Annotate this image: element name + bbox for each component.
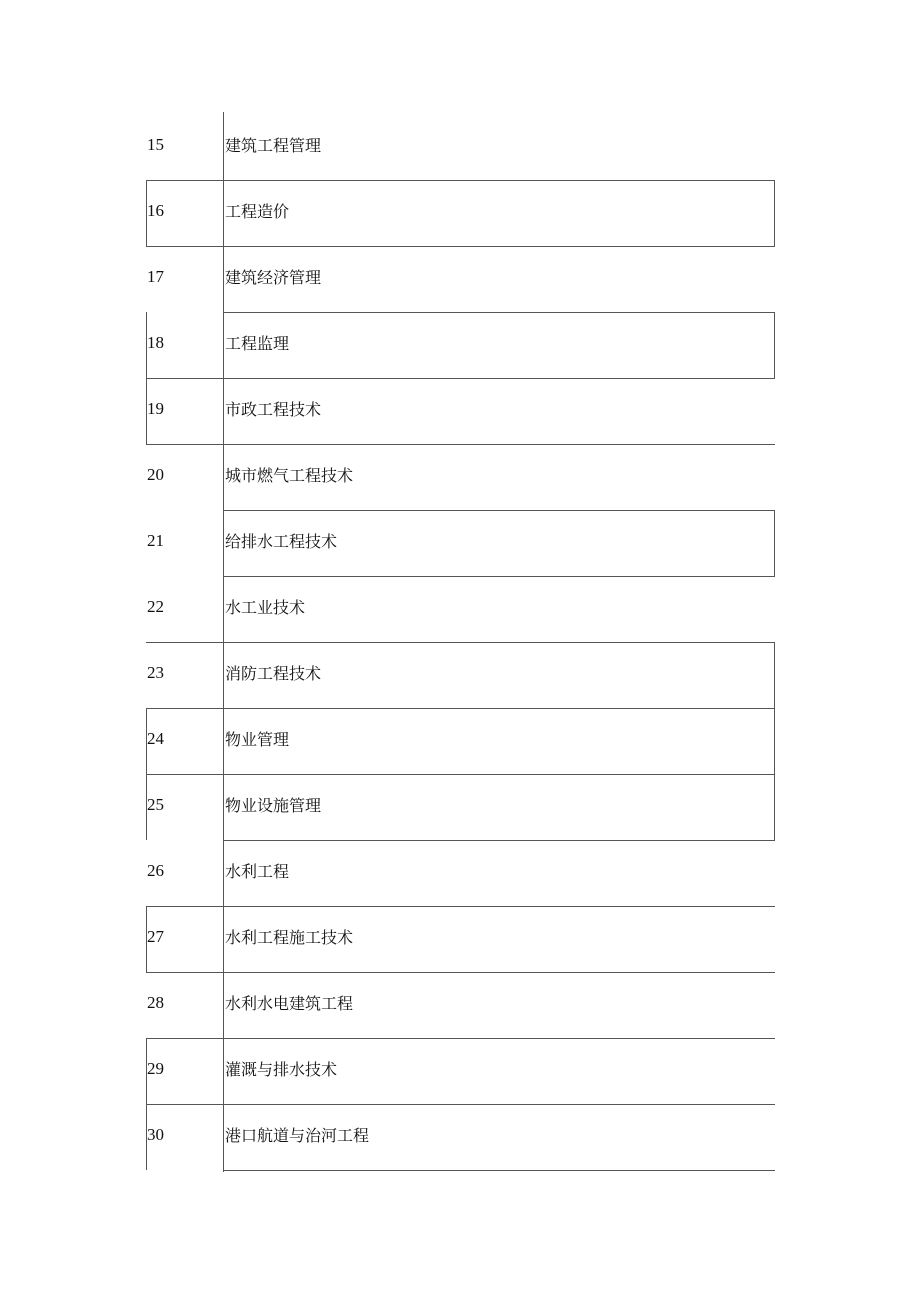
row-number: 17 xyxy=(147,267,164,286)
row-border xyxy=(223,708,775,709)
row-number: 16 xyxy=(147,201,164,220)
row-border xyxy=(223,1038,775,1039)
row-border xyxy=(223,972,775,973)
row-border xyxy=(146,246,224,247)
cell-border-right xyxy=(774,642,775,708)
row-border xyxy=(223,444,775,445)
row-number: 30 xyxy=(147,1125,164,1144)
row-number: 21 xyxy=(147,531,164,550)
row-border xyxy=(223,906,775,907)
row-border xyxy=(146,906,224,907)
row-border xyxy=(146,1104,224,1105)
row-number: 20 xyxy=(147,465,164,484)
row-border xyxy=(223,774,775,775)
row-border xyxy=(223,246,775,247)
row-number: 28 xyxy=(147,993,164,1012)
row-border xyxy=(223,180,775,181)
row-border xyxy=(146,642,224,643)
row-number: 18 xyxy=(147,333,164,352)
row-number: 23 xyxy=(147,663,164,682)
program-name: 物业管理 xyxy=(225,730,290,749)
row-border xyxy=(223,642,775,643)
cell-border-right xyxy=(774,774,775,840)
program-name: 工程监理 xyxy=(225,334,290,353)
row-number: 24 xyxy=(147,729,164,748)
cell-border-right xyxy=(774,708,775,774)
row-border xyxy=(223,1170,775,1171)
row-border xyxy=(146,444,224,445)
cell-border-right xyxy=(774,312,775,378)
row-border xyxy=(146,378,224,379)
program-name: 港口航道与治河工程 xyxy=(225,1126,370,1145)
row-border xyxy=(146,774,224,775)
column-divider xyxy=(223,112,224,1172)
row-number: 27 xyxy=(147,927,164,946)
row-number: 19 xyxy=(147,399,164,418)
row-number: 29 xyxy=(147,1059,164,1078)
row-border xyxy=(223,576,775,577)
row-number: 25 xyxy=(147,795,164,814)
program-name: 水利工程 xyxy=(225,862,290,881)
program-name: 消防工程技术 xyxy=(225,664,322,683)
row-border xyxy=(223,378,775,379)
row-number: 26 xyxy=(147,861,164,880)
row-number: 22 xyxy=(147,597,164,616)
program-name: 物业设施管理 xyxy=(225,796,322,815)
program-name: 城市燃气工程技术 xyxy=(225,466,354,485)
program-name: 建筑经济管理 xyxy=(225,268,322,287)
row-border xyxy=(223,840,775,841)
row-border xyxy=(146,1038,224,1039)
program-name: 灌溉与排水技术 xyxy=(225,1060,338,1079)
row-border xyxy=(146,180,224,181)
program-name: 水工业技术 xyxy=(225,598,306,617)
program-name: 水利工程施工技术 xyxy=(225,928,354,947)
row-border xyxy=(146,708,224,709)
program-name: 工程造价 xyxy=(225,202,290,221)
program-name: 给排水工程技术 xyxy=(225,532,338,551)
program-name: 水利水电建筑工程 xyxy=(225,994,354,1013)
row-border xyxy=(146,972,224,973)
row-border xyxy=(223,1104,775,1105)
row-border xyxy=(223,312,775,313)
program-name: 市政工程技术 xyxy=(225,400,322,419)
row-border xyxy=(223,510,775,511)
program-name: 建筑工程管理 xyxy=(225,136,322,155)
cell-border-right xyxy=(774,510,775,576)
cell-border-right xyxy=(774,180,775,246)
row-number: 15 xyxy=(147,135,164,154)
